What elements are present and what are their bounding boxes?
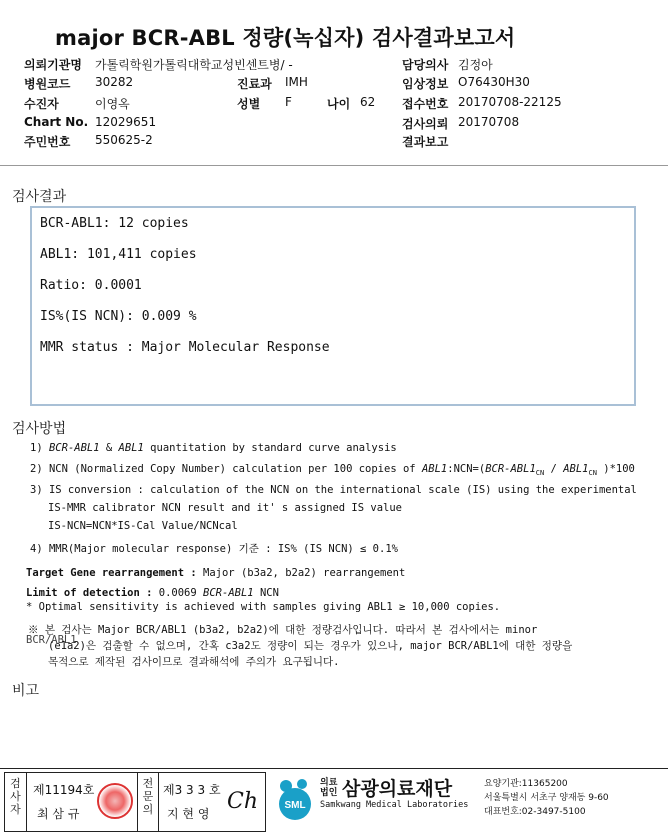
results-box bbox=[30, 206, 636, 406]
report-title: major BCR-ABL 정량(녹십자) 검사결과보고서 bbox=[55, 26, 516, 50]
note-line-2: (e1a2)은 검출할 수 없으며, 간혹 c3a2도 정량이 되는 경우가 있으나, major BCR/ABL1에 대한 정량을 bbox=[48, 640, 573, 652]
chart-value: 12029651 bbox=[95, 115, 157, 129]
method-2-ncn: :NCN=( bbox=[447, 463, 486, 475]
receipt-value: 20170708-22125 bbox=[458, 95, 562, 109]
official-seal-icon bbox=[97, 783, 133, 819]
result-bcr-abl1: BCR-ABL1: 12 copies bbox=[40, 216, 189, 231]
footer bbox=[0, 770, 668, 836]
signature-box bbox=[4, 772, 266, 832]
lod-gene: BCR-ABL1 bbox=[203, 587, 254, 599]
result-is-percent: IS%(IS NCN): 0.009 % bbox=[40, 309, 197, 324]
method-item-3-line-2: IS-MMR calibrator NCN result and it' s assigned IS value bbox=[48, 502, 403, 514]
method-item-4: 4) MMR(Major molecular response) 기준 : IS% (IS NCN) ≤ 0.1% bbox=[30, 543, 398, 555]
method-2-gene: ABL1 bbox=[421, 463, 448, 475]
header-divider bbox=[0, 165, 668, 166]
method-2-tail: )*100 bbox=[603, 463, 635, 475]
inspector-name: 최 삼 규 bbox=[37, 807, 80, 821]
request-value: 20170708 bbox=[458, 115, 520, 129]
specialist-label bbox=[137, 773, 159, 831]
id-value: 550625-2 bbox=[95, 133, 153, 147]
method-item-3-line-3: IS-NCN=NCN*IS-Cal Value/NCNcal bbox=[48, 520, 238, 532]
phone: 대표번호:02-3497-5100 bbox=[484, 807, 586, 817]
foundation-name: 삼광의료재단 bbox=[342, 778, 453, 800]
foundation-en: Samkwang Medical Laboratories bbox=[320, 800, 469, 810]
results-heading: 검사결과 bbox=[12, 189, 67, 205]
age-label: 나이 bbox=[327, 97, 351, 111]
age-value: 62 bbox=[360, 95, 376, 109]
method-2-num-sub: CN bbox=[535, 469, 545, 478]
patient-label: 수진자 bbox=[24, 97, 59, 111]
footer-divider bbox=[0, 768, 668, 769]
hosp-code-label: 병원코드 bbox=[24, 77, 71, 91]
target-gene-line bbox=[26, 567, 405, 579]
corp-label-2: 법인 bbox=[320, 788, 338, 798]
address: 서울특별시 서초구 양재동 9-60 bbox=[484, 793, 609, 803]
dept-label: 진료과 bbox=[237, 77, 272, 91]
result-mmr-status: MMR status : Major Molecular Response bbox=[40, 340, 330, 355]
method-item-2 bbox=[30, 463, 635, 477]
chart-label: Chart No. bbox=[24, 115, 89, 129]
note-line-1: ※ 본 검사는 Major BCR/ABL1 (b3a2, b2a2)에 대한 정량검사입니다. 따라서 본 검사에서는 minor bbox=[28, 624, 538, 636]
target-gene-value: Major (b3a2, b2a2) rearrangement bbox=[203, 567, 406, 579]
sex-label: 성별 bbox=[237, 97, 261, 111]
note-line-3: 목적으로 제작된 검사이므로 결과해석에 주의가 요구됩니다. bbox=[48, 656, 340, 668]
inspector-label bbox=[5, 773, 27, 831]
method-1-gene-a: BCR-ABL1 bbox=[48, 442, 100, 454]
request-label: 검사의뢰 bbox=[402, 117, 449, 131]
corp-label-1: 의료 bbox=[320, 778, 338, 788]
method-2-num-gene: BCR-ABL1 bbox=[485, 463, 536, 475]
method-item-3-line-1: 3) IS conversion : calculation of the NCN on the international scale (IS) using the experimental bbox=[30, 484, 637, 496]
specialist-license: 제3 3 3 호 bbox=[163, 783, 221, 797]
institution-code: 요양기관:11365200 bbox=[484, 779, 568, 789]
method-heading: 검사방법 bbox=[12, 421, 67, 437]
method-1-text: quantitation by standard curve analysis bbox=[150, 442, 397, 454]
org-label: 의뢰기관명 bbox=[24, 58, 82, 72]
method-1-gene-b: ABL1 bbox=[118, 442, 144, 454]
receipt-label: 접수번호 bbox=[402, 97, 449, 111]
lod-value: 0.0069 bbox=[158, 587, 197, 599]
method-2-den-gene: ABL1 bbox=[563, 463, 589, 475]
inspector-label-text: 검사자 bbox=[10, 777, 21, 816]
method-2-den-sub: CN bbox=[588, 469, 597, 478]
target-gene-label: Target Gene rearrangement : bbox=[26, 567, 197, 579]
specialist-label-text: 전문의 bbox=[142, 777, 154, 816]
specialist-name: 지 현 영 bbox=[167, 807, 210, 821]
org-value: 가톨릭학원가톨릭대학교성빈센트병/ - bbox=[95, 58, 293, 72]
patient-value: 이영옥 bbox=[95, 97, 130, 111]
note-line-1-overlap: BCR/ABL1 bbox=[26, 634, 77, 646]
lod-line bbox=[26, 587, 279, 599]
clinical-label: 임상정보 bbox=[402, 77, 449, 91]
doctor-value: 김정아 bbox=[458, 58, 493, 72]
signature-icon: Ch bbox=[227, 789, 259, 814]
method-1-amp: & bbox=[105, 442, 113, 454]
clinical-value: O76430H30 bbox=[458, 75, 530, 89]
lod-unit: NCN bbox=[259, 587, 279, 599]
corp-label bbox=[320, 778, 337, 798]
hosp-code-value: 30282 bbox=[95, 75, 134, 89]
inspector-license: 제11194호 bbox=[33, 783, 95, 797]
method-2-text: 2) NCN (Normalized Copy Number) calculation per 100 copies of bbox=[30, 463, 416, 475]
id-label: 주민번호 bbox=[24, 135, 71, 149]
method-2-slash: / bbox=[550, 463, 557, 475]
method-item-1 bbox=[30, 442, 397, 454]
sml-logo-icon bbox=[272, 776, 318, 822]
result-abl1: ABL1: 101,411 copies bbox=[40, 247, 197, 262]
sex-value: F bbox=[285, 95, 292, 109]
method-1-num: 1) bbox=[30, 442, 43, 454]
result-ratio: Ratio: 0.0001 bbox=[40, 278, 142, 293]
sml-logo-text: SML bbox=[284, 800, 306, 811]
doctor-label: 담당의사 bbox=[402, 58, 449, 72]
remarks-heading: 비고 bbox=[12, 683, 40, 699]
lod-label: Limit of detection : bbox=[26, 587, 153, 599]
report-label: 결과보고 bbox=[402, 135, 449, 149]
dept-value: IMH bbox=[285, 75, 308, 89]
sensitivity-note: * Optimal sensitivity is achieved with samples giving ABL1 ≥ 10,000 copies. bbox=[26, 601, 501, 613]
